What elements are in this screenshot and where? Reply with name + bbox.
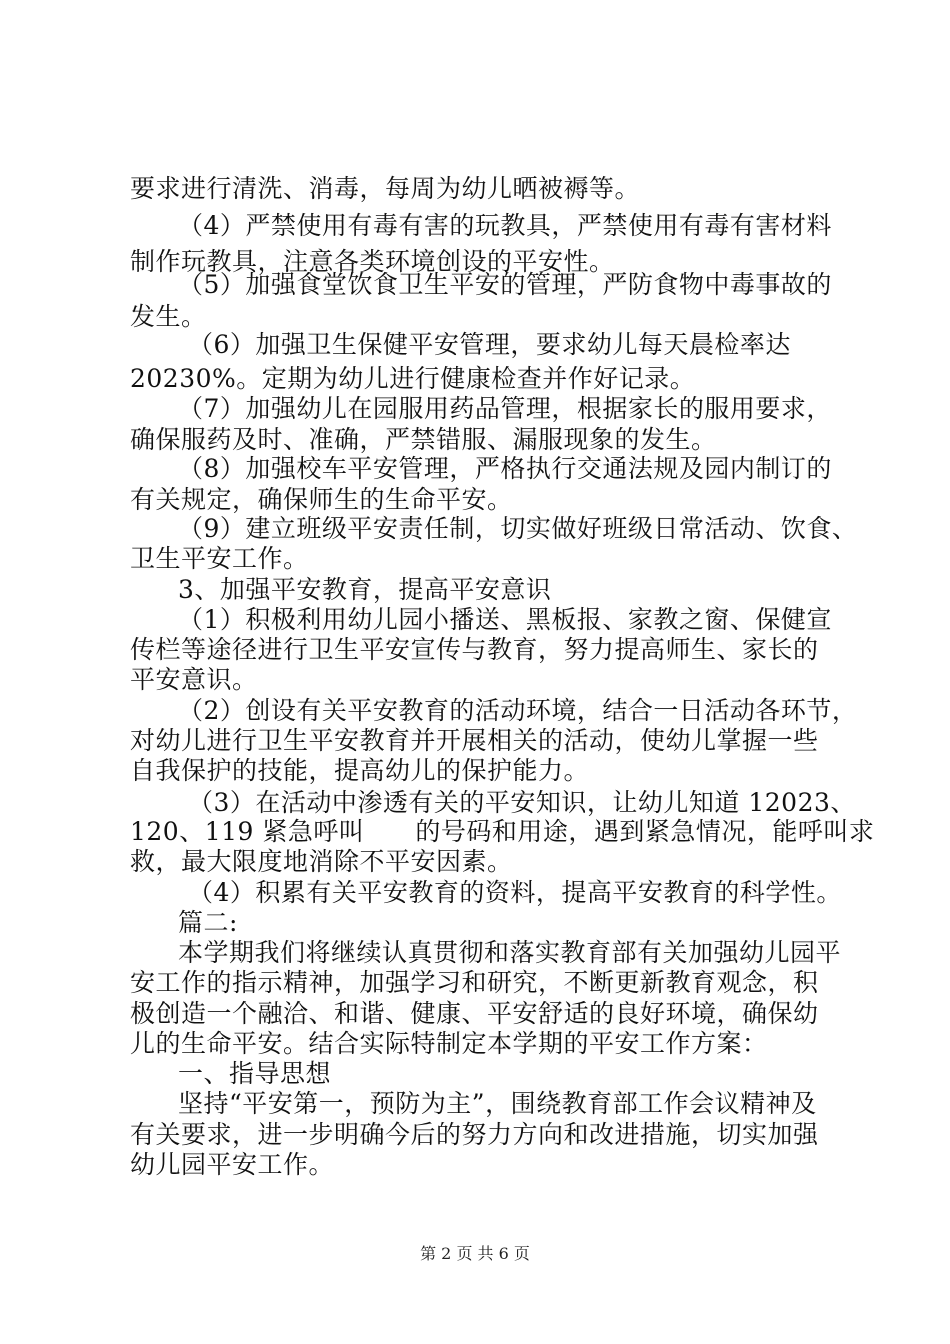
text-line: 有关规定，确保师生的生命平安。 [130,485,513,514]
text-line: （1）积极利用幼儿园小播送、黑板报、家教之窗、保健宣 [178,605,832,634]
text-line: 要求进行清洗、消毒，每周为幼儿晒被褥等。 [130,174,641,203]
section-heading: 一、指导思想 [178,1059,332,1088]
text-line: 儿的生命平安。结合实际特制定本学期的平安工作方案： [130,1029,768,1058]
text-line: 有关要求，进一步明确今后的努力方向和改进措施，切实加强 [130,1120,819,1149]
text-line: 发生。 [130,302,207,331]
text-line: 自我保护的技能，提高幼儿的保护能力。 [130,756,590,785]
text-line: 传栏等途径进行卫生平安宣传与教育，努力提高师生、家长的 [130,635,819,664]
text-line: 坚持“平安第一，预防为主”，围绕教育部工作会议精神及 [178,1089,817,1118]
text-line: （4）严禁使用有毒有害的玩教具，严禁使用有毒有害材料 [178,211,832,240]
text-line: 120、119 紧急呼叫 的号码和用途，遇到紧急情况，能呼叫求 [130,817,875,846]
text-line: 制作玩教具，注意各类环境创设的平安性。 [130,247,615,276]
text-line: 幼儿园平安工作。 [130,1150,335,1179]
text-line: 对幼儿进行卫生平安教育并开展相关的活动，使幼儿掌握一些 [130,726,819,755]
text-line: （4）积累有关平安教育的资料，提高平安教育的科学性。 [188,878,842,907]
text-line: （5）加强食堂饮食卫生平安的管理，严防食物中毒事故的 [178,270,832,299]
section-heading: 3、加强平安教育，提高平安意识 [178,575,552,604]
text-line: （6）加强卫生保健平安管理，要求幼儿每天晨检率达 [188,330,791,359]
text-line: （7）加强幼儿在园服用药品管理，根据家长的服用要求， [178,394,832,423]
text-line: 本学期我们将继续认真贯彻和落实教育部有关加强幼儿园平 [178,938,842,967]
text-line: （3）在活动中渗透有关的平安知识，让幼儿知道 12023、 [188,788,856,817]
text-line: 卫生平安工作。 [130,544,309,573]
text-line: 确保服药及时、准确，严禁错服、漏服现象的发生。 [130,425,717,454]
text-line: 安工作的指示精神，加强学习和研究，不断更新教育观念，积 [130,968,819,997]
text-line: 极创造一个融洽、和谐、健康、平安舒适的良好环境，确保幼 [130,999,819,1028]
text-line: 救，最大限度地消除不平安因素。 [130,847,513,876]
text-line: 平安意识。 [130,665,258,694]
text-line: （8）加强校车平安管理，严格执行交通法规及园内制订的 [178,454,832,483]
text-line: （9）建立班级平安责任制，切实做好班级日常活动、饮食、 [178,514,858,543]
page-number: 第 2 页 共 6 页 [420,1244,530,1263]
text-line: （2）创设有关平安教育的活动环境，结合一日活动各环节， [178,696,858,725]
text-line: 20230%。定期为幼儿进行健康检查并作好记录。 [130,364,696,393]
section-heading: 篇二: [178,908,238,937]
